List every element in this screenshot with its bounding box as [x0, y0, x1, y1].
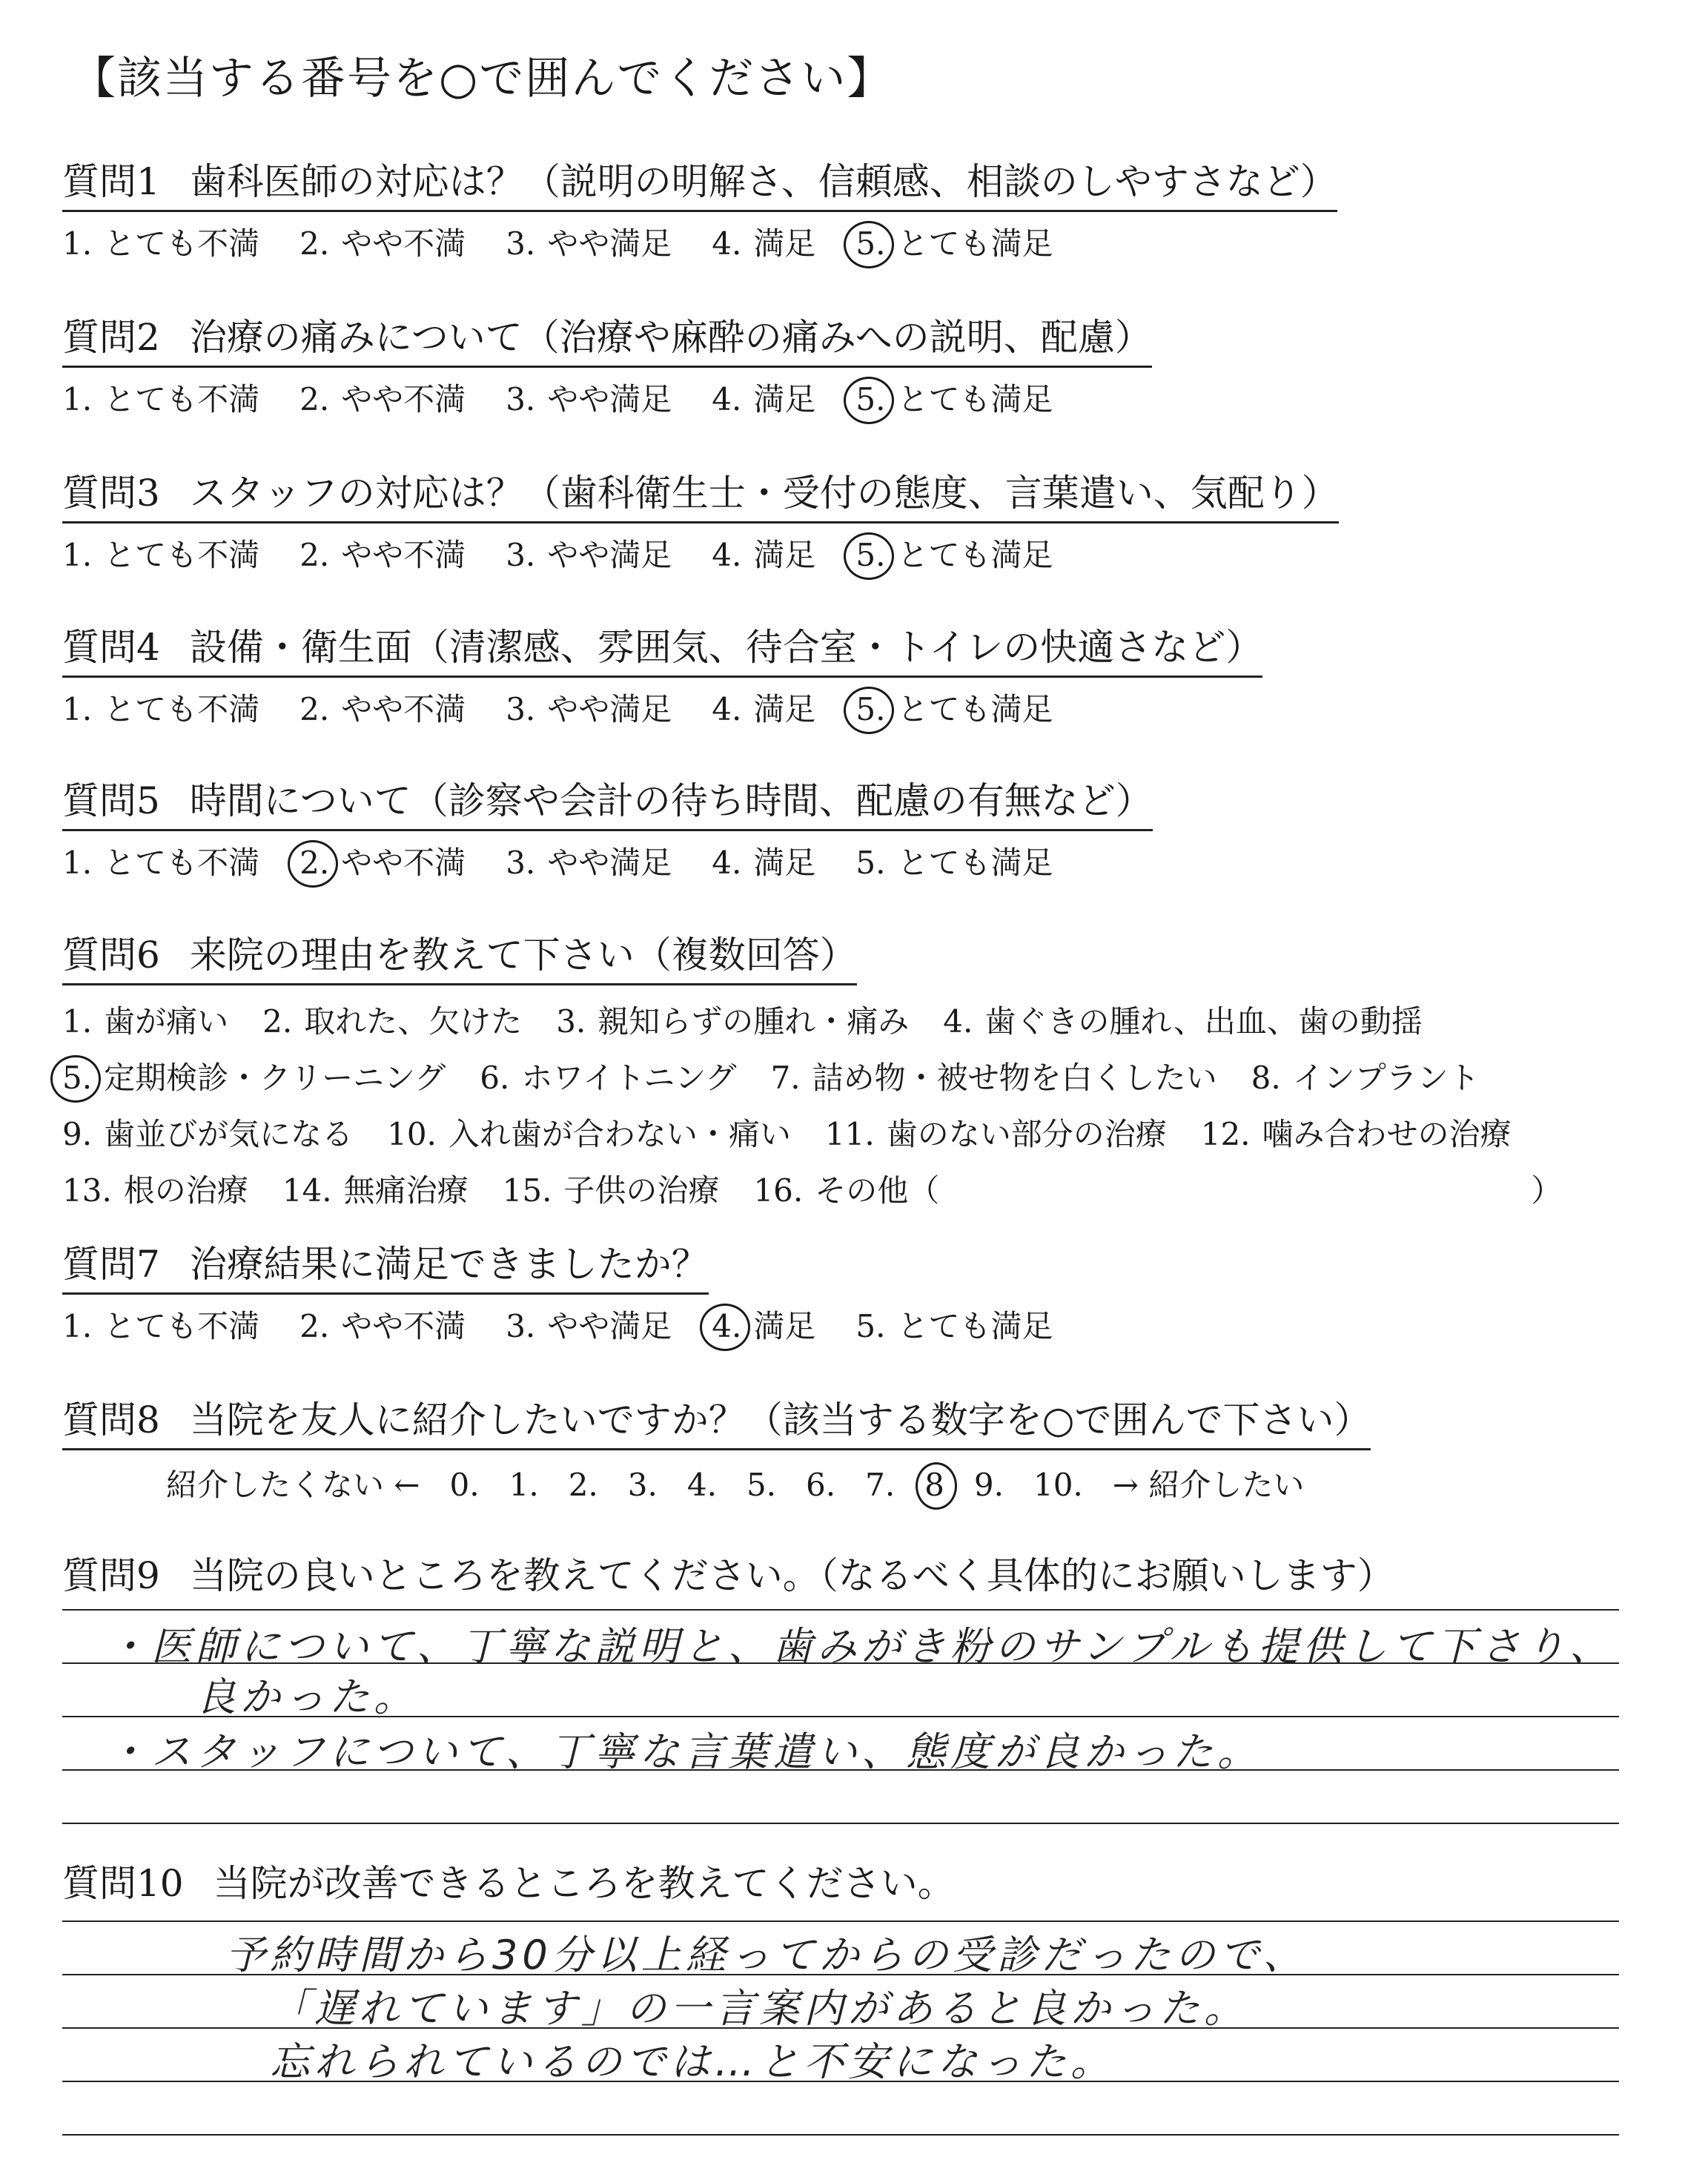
option-label: 満足 — [753, 845, 816, 881]
option-label: やや不満 — [341, 1308, 466, 1344]
option-number: 5. — [855, 691, 886, 727]
option-number: 2. — [299, 225, 330, 262]
option-label: 入れ歯が合わない・痛い — [448, 1116, 791, 1152]
answer-line — [62, 2134, 1619, 2136]
question-number: 質問1 — [62, 160, 160, 203]
answer-options — [62, 685, 1656, 730]
option-2[interactable] — [299, 219, 466, 264]
option-label: 定期検診・クリーニング — [104, 1060, 446, 1096]
option-label: とても不満 — [104, 845, 260, 881]
option-2[interactable] — [299, 1302, 466, 1347]
option-label: やや不満 — [341, 381, 466, 417]
answer-options — [62, 219, 1656, 264]
question-text: 設備・衛生面（清潔感、雰囲気、待合室・トイレの快適さなど） — [189, 626, 1263, 669]
option-label: 親知らずの腫れ・痛み — [598, 1003, 910, 1040]
option-number: 1. — [62, 845, 93, 881]
question-text: 当院が改善できるところを教えてください。 — [213, 1862, 955, 1905]
option-5[interactable] — [855, 219, 1053, 264]
option-number: 9. — [62, 1116, 93, 1152]
reason-row — [62, 1054, 1656, 1098]
option-label: やや満足 — [547, 691, 672, 727]
scale-value[interactable]: 1. — [509, 1467, 539, 1503]
question-number: 質問10 — [62, 1862, 184, 1905]
question-5 — [62, 771, 1656, 883]
question-text: 当院の良いところを教えてください。（なるべく具体的にお願いします） — [189, 1554, 1394, 1597]
option-label: 歯ぐきの腫れ、出血、歯の動揺 — [984, 1003, 1423, 1040]
option-number: 4. — [712, 1308, 742, 1344]
question-title — [62, 1235, 709, 1295]
option-number: 3. — [506, 381, 536, 417]
answer-options — [62, 1302, 1656, 1347]
option-number: 2. — [262, 1003, 293, 1040]
option-number: 5. — [855, 1308, 886, 1344]
option-number: 11. — [824, 1116, 875, 1152]
option-number: 4. — [712, 691, 742, 727]
option-number: 12. — [1200, 1116, 1251, 1152]
option-label: 歯並びが気になる — [104, 1116, 354, 1152]
option-label: とても不満 — [104, 1308, 260, 1344]
option-4[interactable] — [712, 1302, 815, 1347]
option-number: 2. — [299, 381, 330, 417]
option-number: 1. — [62, 691, 93, 727]
reason-option[interactable] — [480, 1054, 736, 1098]
option-label: 取れた、欠けた — [304, 1003, 523, 1040]
reason-option[interactable] — [62, 1166, 248, 1211]
question-10 — [62, 1854, 1656, 1912]
reason-option[interactable] — [262, 997, 522, 1042]
page-title: 【該当する番号を○で囲んでください】 — [71, 53, 893, 105]
scale-value[interactable]: 2. — [568, 1467, 598, 1503]
option-number: 3. — [506, 537, 536, 573]
option-label: その他（ ） — [815, 1172, 1563, 1209]
question-text: 治療結果に満足できましたか？ — [189, 1243, 709, 1286]
option-number: 3. — [556, 1003, 586, 1040]
option-number: 3. — [506, 845, 536, 881]
option-number: 1. — [62, 381, 93, 417]
option-label: やや不満 — [341, 225, 466, 262]
option-label: とても満足 — [897, 1308, 1053, 1344]
option-2[interactable] — [299, 685, 466, 730]
scale-value[interactable]: 4. — [686, 1467, 717, 1503]
option-number: 5. — [855, 537, 886, 573]
option-label: とても満足 — [897, 845, 1053, 881]
option-5[interactable] — [855, 1302, 1053, 1347]
handwritten-answer-line: 良かった。 — [196, 1674, 418, 1720]
option-number: 16. — [753, 1172, 804, 1209]
question-text: 治療の痛みについて（治療や麻酔の痛みへの説明、配慮） — [189, 316, 1152, 359]
scale-value[interactable]: 0. — [449, 1467, 480, 1503]
scale-value[interactable]: 7. — [865, 1467, 896, 1503]
question-number: 質問2 — [62, 316, 160, 359]
option-number: 7. — [770, 1060, 801, 1096]
answer-line — [62, 1823, 1619, 1824]
scale-value[interactable]: 3. — [627, 1467, 658, 1503]
option-label: とても不満 — [104, 691, 260, 727]
option-number: 4. — [943, 1003, 973, 1040]
option-number: 2. — [299, 691, 330, 727]
option-2[interactable] — [299, 531, 466, 575]
question-title — [62, 308, 1152, 368]
option-2[interactable] — [299, 375, 466, 420]
question-text: 時間について（診察や会計の待ち時間、配慮の有無など） — [189, 779, 1153, 822]
reason-row — [62, 1110, 1656, 1155]
scale-value[interactable]: 8 — [924, 1467, 944, 1503]
question-number: 質問8 — [62, 1398, 160, 1441]
option-1[interactable] — [62, 839, 259, 883]
option-number: 1. — [62, 537, 93, 573]
option-label: とても満足 — [897, 381, 1053, 417]
option-number: 2. — [299, 1308, 330, 1344]
option-label: やや不満 — [341, 845, 466, 881]
question-6 — [62, 925, 1656, 1211]
question-number: 質問4 — [62, 626, 160, 669]
option-label: 子供の治療 — [563, 1172, 720, 1209]
option-4[interactable] — [712, 375, 815, 420]
handwritten-answer-line: 予約時間から30分以上経ってからの受診だったので、 — [225, 1932, 1308, 1978]
option-number: 5. — [855, 225, 886, 262]
scale-value[interactable]: 9. — [973, 1467, 1004, 1503]
option-4[interactable] — [712, 685, 815, 730]
option-number: 8. — [1251, 1060, 1281, 1096]
question-number: 質問3 — [62, 472, 160, 515]
question-title — [62, 1390, 1371, 1450]
reason-option[interactable] — [771, 1054, 1217, 1098]
option-number: 6. — [480, 1060, 510, 1096]
reason-options — [62, 997, 1656, 1211]
question-7 — [62, 1235, 1656, 1347]
question-9 — [62, 1546, 1656, 1604]
reason-row — [62, 997, 1656, 1042]
option-1[interactable] — [62, 375, 259, 420]
option-3[interactable] — [506, 531, 672, 575]
option-label: 歯のない部分の治療 — [886, 1116, 1167, 1152]
reason-option[interactable] — [825, 1110, 1167, 1155]
option-number: 5. — [855, 381, 886, 417]
option-1[interactable] — [62, 219, 259, 264]
option-label: やや満足 — [547, 845, 672, 881]
option-label: やや不満 — [341, 537, 466, 573]
answer-line — [62, 1920, 1619, 1922]
question-2 — [62, 308, 1656, 420]
option-number: 15. — [502, 1172, 552, 1209]
option-4[interactable] — [712, 219, 815, 264]
question-title — [62, 463, 1339, 524]
question-title — [62, 618, 1262, 678]
reason-option[interactable] — [62, 1110, 353, 1155]
reason-option[interactable] — [62, 1054, 446, 1098]
option-number: 4. — [712, 845, 742, 881]
option-label: 歯が痛い — [104, 1003, 229, 1040]
option-5[interactable] — [855, 375, 1053, 420]
option-number: 14. — [282, 1172, 332, 1209]
question-number: 質問5 — [62, 779, 160, 822]
question-title — [62, 1546, 1394, 1604]
reason-option[interactable] — [753, 1166, 1562, 1211]
option-number: 4. — [712, 381, 742, 417]
question-text: 当院を友人に紹介したいですか？（該当する数字を○で囲んで下さい） — [189, 1398, 1371, 1441]
question-title — [62, 925, 857, 985]
reason-option[interactable] — [556, 997, 909, 1042]
option-number: 1. — [62, 1003, 93, 1040]
answer-options — [62, 839, 1656, 883]
scale-right-label: → 紹介したい — [1112, 1467, 1305, 1503]
question-title — [62, 771, 1153, 831]
question-text: 来院の理由を教えて下さい（複数回答） — [189, 934, 857, 977]
answer-options — [62, 531, 1656, 575]
reason-option[interactable] — [1201, 1110, 1512, 1155]
option-label: 満足 — [753, 691, 816, 727]
option-number: 3. — [506, 1308, 536, 1344]
option-label: とても不満 — [104, 537, 260, 573]
option-5[interactable] — [855, 685, 1053, 730]
question-3 — [62, 463, 1656, 575]
option-label: とても満足 — [897, 225, 1053, 262]
handwritten-answer-line: 忘れられているのでは…と不安になった。 — [270, 2038, 1115, 2085]
option-number: 5. — [62, 1060, 93, 1096]
option-2[interactable] — [299, 839, 466, 883]
question-number: 質問6 — [62, 934, 160, 977]
option-label: やや不満 — [341, 691, 466, 727]
option-5[interactable] — [855, 531, 1053, 575]
question-title — [62, 1854, 955, 1912]
option-label: 満足 — [753, 225, 816, 262]
reason-option[interactable] — [943, 997, 1423, 1042]
reason-option[interactable] — [503, 1166, 720, 1211]
option-number: 4. — [712, 537, 742, 573]
option-4[interactable] — [712, 839, 815, 883]
option-number: 2. — [299, 845, 330, 881]
option-1[interactable] — [62, 1302, 259, 1347]
reason-row — [62, 1166, 1656, 1211]
reason-option[interactable] — [282, 1166, 469, 1211]
question-text: スタッフの対応は？（歯科衛生士・受付の態度、言葉遣い、気配り） — [189, 472, 1339, 515]
question-number: 質問9 — [62, 1554, 160, 1597]
option-1[interactable] — [62, 685, 259, 730]
option-3[interactable] — [506, 375, 672, 420]
option-label: 満足 — [753, 537, 816, 573]
handwritten-answer-line: 「遅れています」の一言案内があると良かった。 — [270, 1985, 1248, 2032]
handwritten-answer-line: ・スタッフについて、丁寧な言葉遣い、態度が良かった。 — [107, 1728, 1262, 1775]
scale-left-label: 紹介したくない ← — [166, 1467, 420, 1503]
scale-value[interactable]: 10. — [1033, 1467, 1083, 1503]
option-3[interactable] — [506, 839, 672, 883]
reason-option[interactable] — [1251, 1054, 1480, 1098]
question-title — [62, 152, 1337, 212]
option-label: 根の治療 — [123, 1172, 248, 1209]
option-number: 1. — [62, 1308, 93, 1344]
handwritten-answer-line: ・医師について、丁寧な説明と、歯みがき粉のサンプルも提供して下さり、 — [107, 1623, 1614, 1670]
question-8 — [62, 1390, 1656, 1505]
answer-options — [62, 375, 1656, 420]
scale-value[interactable]: 5. — [746, 1467, 777, 1503]
question-1 — [62, 152, 1656, 264]
option-label: やや満足 — [547, 1308, 672, 1344]
option-label: 詰め物・被せ物を白くしたい — [812, 1060, 1217, 1096]
option-label: 満足 — [753, 1308, 816, 1344]
option-5[interactable] — [855, 839, 1053, 883]
option-label: 無痛治療 — [343, 1172, 469, 1209]
reason-option[interactable] — [62, 997, 228, 1042]
option-number: 3. — [506, 691, 536, 727]
option-number: 13. — [62, 1172, 112, 1209]
option-label: やや満足 — [547, 225, 672, 262]
option-number: 2. — [299, 537, 330, 573]
option-number: 4. — [712, 225, 742, 262]
option-label: とても満足 — [897, 537, 1053, 573]
reason-option[interactable] — [387, 1110, 791, 1155]
option-label: 満足 — [753, 381, 816, 417]
option-number: 5. — [855, 845, 886, 881]
option-4[interactable] — [712, 531, 815, 575]
option-number: 10. — [387, 1116, 437, 1152]
recommend-scale — [62, 1461, 1656, 1505]
option-label: とても不満 — [104, 225, 260, 262]
option-label: 噛み合わせの治療 — [1262, 1116, 1512, 1152]
option-label: ホワイトニング — [521, 1060, 737, 1096]
option-label: やや満足 — [547, 381, 672, 417]
option-number: 1. — [62, 225, 93, 262]
option-1[interactable] — [62, 531, 259, 575]
option-3[interactable] — [506, 1302, 672, 1347]
option-3[interactable] — [506, 685, 672, 730]
question-number: 質問7 — [62, 1243, 160, 1286]
question-4 — [62, 618, 1656, 730]
question-text: 歯科医師の対応は？（説明の明解さ、信頼感、相談のしやすさなど） — [189, 160, 1337, 203]
option-label: やや満足 — [547, 537, 672, 573]
option-label: とても満足 — [897, 691, 1053, 727]
option-label: とても不満 — [104, 381, 260, 417]
option-label: インプラント — [1292, 1060, 1480, 1096]
option-number: 3. — [506, 225, 536, 262]
scale-value[interactable]: 6. — [806, 1467, 836, 1503]
answer-line — [62, 1609, 1619, 1611]
option-3[interactable] — [506, 219, 672, 264]
